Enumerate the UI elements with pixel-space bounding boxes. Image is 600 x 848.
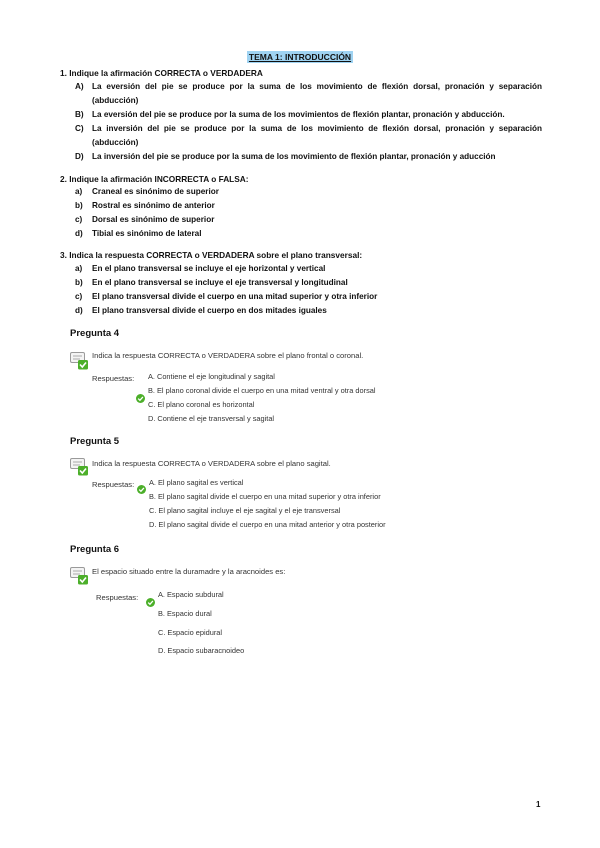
pregunta-4-answer-c: C. El plano coronal es horizontal xyxy=(148,400,255,409)
question-3-option-b: b) En el plano transversal se incluye el eje transversal y longitudinal xyxy=(75,278,348,287)
pregunta-4-answer-b: B. El plano coronal divide el cuerpo en una mitad ventral y otra dorsal xyxy=(148,386,376,395)
question-3-heading: 3. Indica la respuesta CORRECTA o VERDADERA sobre el plano transversal: xyxy=(60,250,363,260)
question-1-option-d: D) La inversión del pie se produce por la suma de los movimiento de flexión plantar, pronación y aducción xyxy=(75,152,496,161)
pregunta-5-question: Indica la respuesta CORRECTA o VERDADERA sobre el plano sagital. xyxy=(92,459,331,468)
question-icon xyxy=(70,567,89,585)
pregunta-6-answer-c: C. Espacio epidural xyxy=(158,628,223,637)
page-number: 1 xyxy=(536,800,541,809)
pregunta-6-answer-b: B. Espacio dural xyxy=(158,609,212,618)
question-2-option-b: b) Rostral es sinónimo de anterior xyxy=(75,201,215,210)
pregunta-6-question: El espacio situado entre la duramadre y la aracnoides es: xyxy=(92,567,286,576)
pregunta-4-question: Indica la respuesta CORRECTA o VERDADERA sobre el plano frontal o coronal. xyxy=(92,351,364,360)
question-icon xyxy=(70,352,89,370)
question-1-option-c: C) La inversión del pie se produce por la suma de los movimiento de flexión dorsal, pronación y separación (abducción) xyxy=(75,124,542,147)
pregunta-5-answer-b: B. El plano sagital divide el cuerpo en una mitad superior y otra inferior xyxy=(149,492,381,501)
question-2-option-a: a) Craneal es sinónimo de superior xyxy=(75,187,219,196)
question-3-option-a: a) En el plano transversal se incluye el eje horizontal y vertical xyxy=(75,264,326,273)
correct-check-icon xyxy=(146,594,155,603)
question-1-option-a: A) La eversión del pie se produce por la suma de los movimiento de flexión dorsal, pronación y separación (abducción) xyxy=(75,82,542,105)
pregunta-4-heading: Pregunta 4 xyxy=(70,328,120,339)
question-2-option-c: c) Dorsal es sinónimo de superior xyxy=(75,215,215,224)
pregunta-6-answer-d: D. Espacio subaracnoideo xyxy=(158,646,245,655)
pregunta-5-answer-a: A. El plano sagital es vertical xyxy=(149,478,244,487)
page-title: TEMA 1: INTRODUCCIÓN xyxy=(248,52,352,62)
question-2-heading: 2. Indique la afirmación INCORRECTA o FALSA: xyxy=(60,174,249,184)
correct-check-icon xyxy=(137,481,146,490)
question-icon xyxy=(70,458,89,476)
question-1-heading: 1. Indique la afirmación CORRECTA o VERDADERA xyxy=(60,68,263,78)
question-3-option-d: d) El plano transversal divide el cuerpo en dos mitades iguales xyxy=(75,306,327,315)
pregunta-6-heading: Pregunta 6 xyxy=(70,544,120,555)
pregunta-5-answer-d: D. El plano sagital divide el cuerpo en una mitad anterior y otra posterior xyxy=(149,520,386,529)
pregunta-6-responses-label: Respuestas: xyxy=(96,593,139,602)
pregunta-6-answer-a: A. Espacio subdural xyxy=(158,590,224,599)
pregunta-5-heading: Pregunta 5 xyxy=(70,436,120,447)
correct-check-icon xyxy=(136,390,145,399)
pregunta-5-answer-c: C. El plano sagital incluye el eje sagital y el eje transversal xyxy=(149,506,341,515)
question-2-option-d: d) Tibial es sinónimo de lateral xyxy=(75,229,202,238)
pregunta-4-responses-label: Respuestas: xyxy=(92,374,135,383)
pregunta-5-responses-label: Respuestas: xyxy=(92,480,135,489)
pregunta-4-answer-a: A. Contiene el eje longitudinal y sagital xyxy=(148,372,275,381)
question-1-option-b: B) La eversión del pie se produce por la suma de los movimientos de flexión plantar, pronación y abducción. xyxy=(75,110,505,119)
question-3-option-c: c) El plano transversal divide el cuerpo en una mitad superior y otra inferior xyxy=(75,292,378,301)
pregunta-4-answer-d: D. Contiene el eje transversal y sagital xyxy=(148,414,275,423)
